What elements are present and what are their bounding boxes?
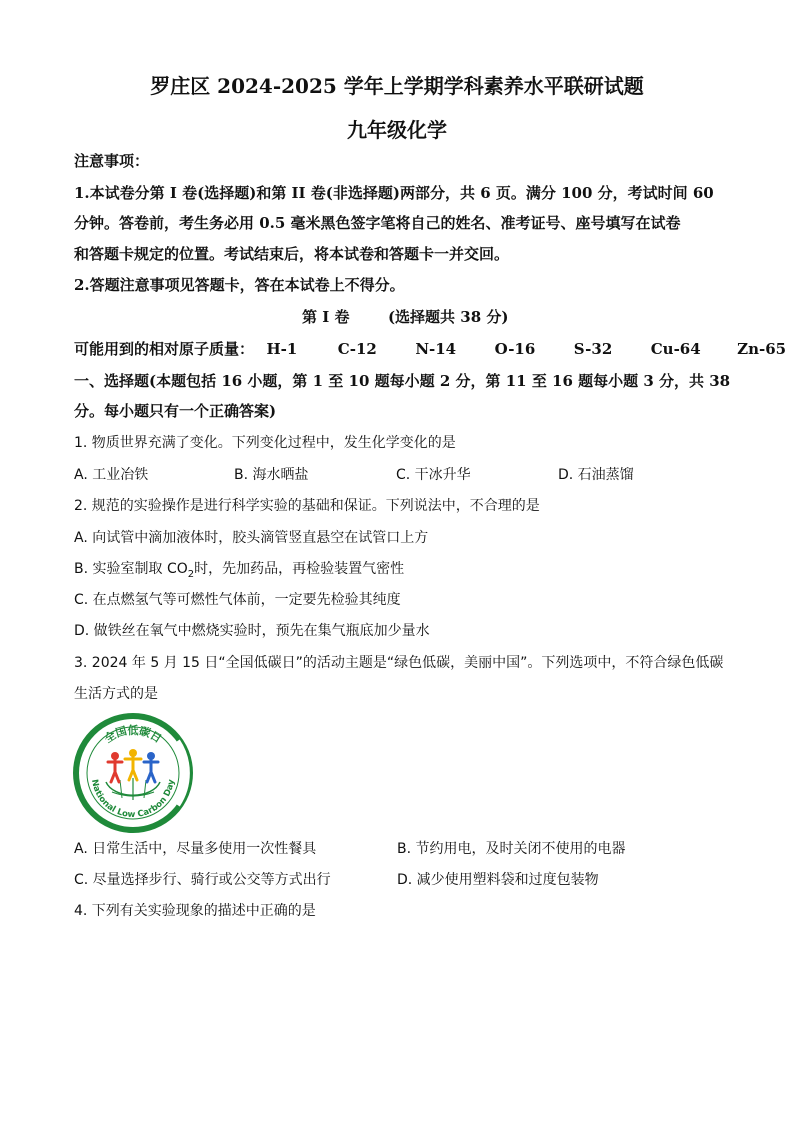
- question-2-option-b: B. 实验室制取 $CO_2$时，先加药品，再检验装置气密性: [74, 561, 405, 580]
- question-3-option-b: B. 节约用电，及时关闭不使用的电器: [397, 841, 626, 857]
- part-1-heading-line-2: 分。每小题只有一个正确答案): [74, 402, 277, 420]
- section-label: [302, 306, 508, 327]
- part-1-heading-line-1: 一、选择题(本题包括 16 小题，第 1 至 10 题每小题 2 分，第 11 至 16 题每小题 3 分，共 38: [74, 372, 731, 390]
- notice-item-1-line-1: 1.本试卷分第 I 卷(选择题)和第 II 卷(非选择题)两部分，共 6 页。满分 100 分，考试时间 60: [74, 184, 714, 202]
- low-carbon-day-logo: [72, 712, 194, 834]
- question-2-stem: 2. 规范的实验操作是进行科学实验的基础和保证。下列说法中，不合理的是: [74, 498, 540, 514]
- question-3-stem-line-1: 3. 2024 年 5 月 15 日“全国低碳日”的活动主题是“绿色低碳，美丽中国”。下列选项中，不符合绿色低碳: [74, 655, 724, 671]
- atomic-mass-item: C-12: [337, 340, 377, 358]
- question-3-option-a: A. 日常生活中，尽量多使用一次性餐具: [74, 841, 317, 857]
- question-1-stem: 1. 物质世界充满了变化。下列变化过程中，发生化学变化的是: [74, 435, 456, 451]
- atomic-mass-item: S-32: [573, 340, 613, 358]
- page-title: 罗庄区 2024-2025 学年上学期学科素养水平联研试题: [150, 74, 644, 98]
- question-3-stem-line-2: 生活方式的是: [74, 686, 158, 702]
- atomic-mass-item: Zn-65: [737, 340, 787, 358]
- notice-item-2: 2.答题注意事项见答题卡，答在本试卷上不得分。: [74, 276, 405, 294]
- question-2-option-a: A. 向试管中滴加液体时，胶头滴管竖直悬空在试管口上方: [74, 530, 429, 546]
- question-1-option-d: D. 石油蒸馏: [558, 467, 634, 483]
- atomic-mass-item: H-1: [266, 340, 298, 358]
- notice-item-1-line-3: 和答题卡规定的位置。考试结束后，将本试卷和答题卡一并交回。: [74, 245, 510, 263]
- atomic-mass-item: N-14: [415, 340, 457, 358]
- question-1-option-c: C. 干冰升华: [396, 467, 471, 483]
- question-2-option-d: D. 做铁丝在氧气中燃烧实验时，预先在集气瓶底加少量水: [74, 623, 430, 639]
- section-volume-label: 第 I 卷: [302, 308, 350, 326]
- notice-heading: 注意事项：: [74, 152, 150, 170]
- notice-item-1-line-2: 分钟。答卷前，考生务必用 0.5 毫米黑色签字笔将自己的姓名、准考证号、座号填写在试卷: [74, 214, 681, 232]
- page-subtitle: 九年级化学: [347, 118, 447, 142]
- question-3-option-c: C. 尽量选择步行、骑行或公交等方式出行: [74, 872, 331, 888]
- question-2-option-c: C. 在点燃氢气等可燃性气体前，一定要先检验其纯度: [74, 592, 401, 608]
- section-volume-desc: (选择题共 38 分): [387, 308, 509, 326]
- atomic-mass-item: O-16: [494, 340, 536, 358]
- logo-top-text: 全国低碳日: [102, 724, 164, 746]
- question-4-stem: 4. 下列有关实验现象的描述中正确的是: [74, 903, 316, 919]
- question-1-option-a: A. 工业冶铁: [74, 467, 149, 483]
- logo-bottom-text: National Low Carbon Day: [89, 778, 177, 821]
- question-3-option-d: D. 减少使用塑料袋和过度包装物: [397, 872, 599, 888]
- question-1-option-b: B. 海水晒盐: [234, 467, 309, 483]
- atomic-mass-label: 可能用到的相对原子质量：: [74, 340, 255, 358]
- atomic-mass-item: Cu-64: [650, 340, 701, 358]
- atomic-mass-row: [74, 338, 786, 359]
